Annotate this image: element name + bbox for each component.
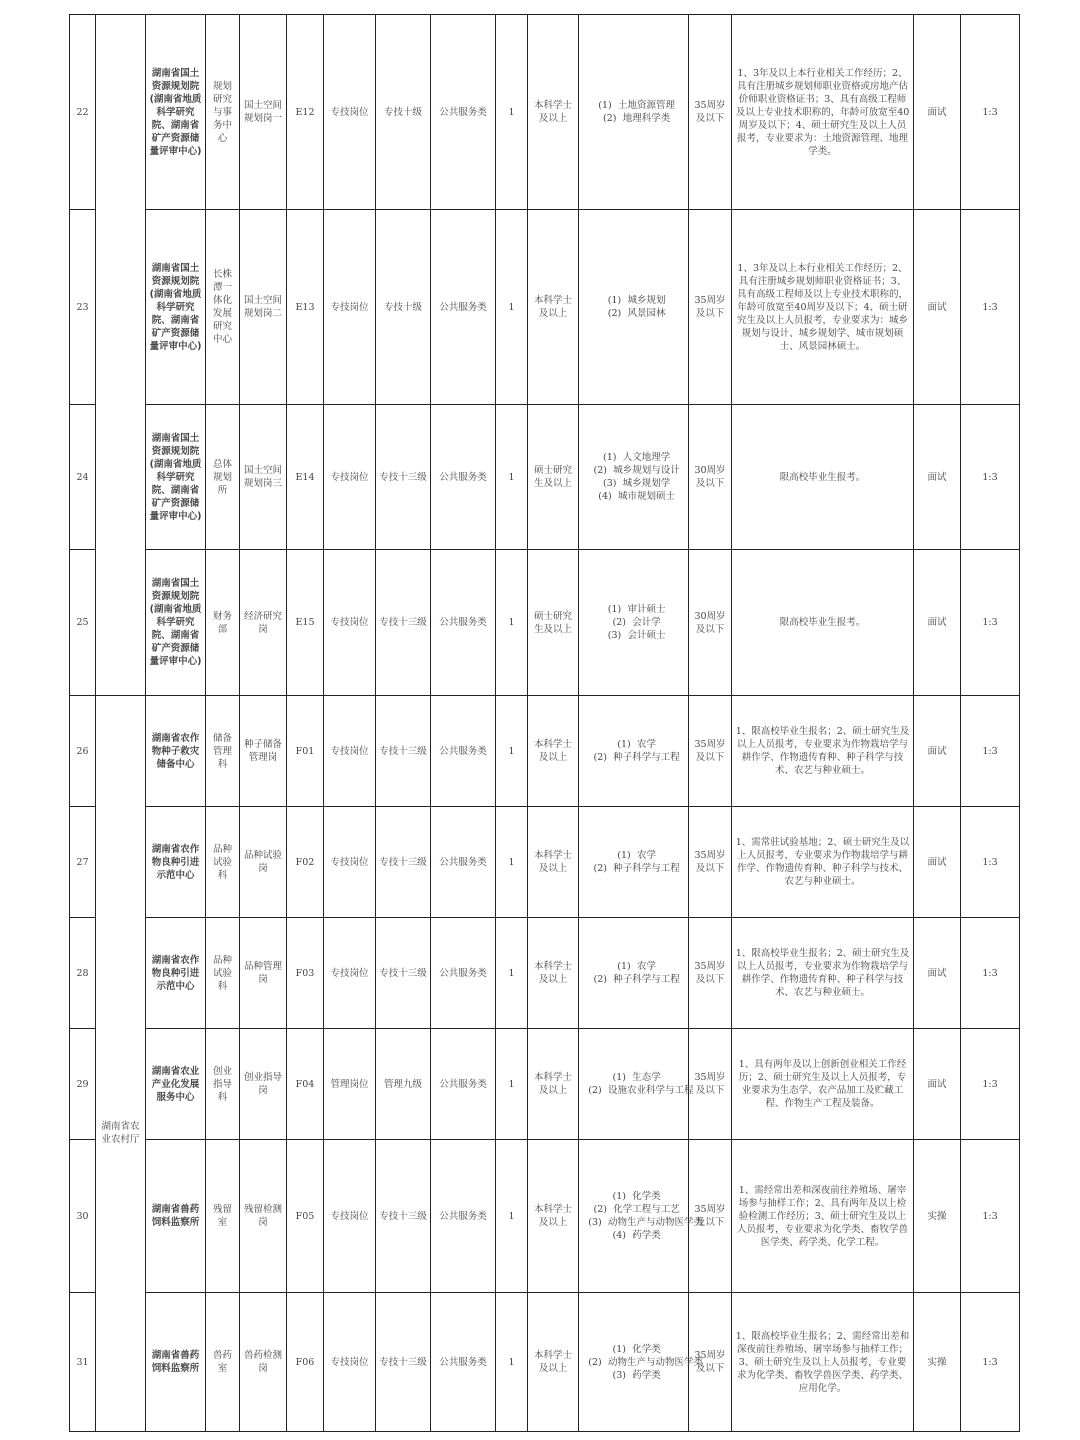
post-level: 专技十三级 xyxy=(376,1140,431,1293)
hire-count: 1 xyxy=(496,15,528,210)
table-row xyxy=(70,405,1020,550)
post-category: 公共服务类 xyxy=(431,550,496,696)
row-number: 24 xyxy=(70,405,96,550)
exam-method: 面试 xyxy=(914,210,961,405)
other-requirements: 1、限高校毕业生报名；2、硕士研究生及以上人员报考，专业要求为作物栽培学与耕作学、作物遗传育种、种子科学与技术、农艺与种业硕士。 xyxy=(732,918,914,1029)
post-level: 专技十三级 xyxy=(376,807,431,918)
post-category: 公共服务类 xyxy=(431,210,496,405)
education-requirement: 本科学士及以上 xyxy=(528,210,579,405)
post-category: 公共服务类 xyxy=(431,1029,496,1140)
major-index: (4) xyxy=(612,1230,626,1241)
interview-ratio: 1:3 xyxy=(961,696,1020,807)
major-index: (2) xyxy=(588,1085,602,1096)
major-item xyxy=(582,862,685,875)
post-level: 专技十三级 xyxy=(376,918,431,1029)
education-requirement: 本科学士及以上 xyxy=(528,696,579,807)
post-code: E15 xyxy=(287,550,324,696)
major-index: (3) xyxy=(607,630,622,641)
other-requirements: 限高校毕业生报考。 xyxy=(732,405,914,550)
major-name: 城乡规划学 xyxy=(622,478,671,489)
post-type: 专技岗位 xyxy=(324,1293,376,1432)
other-requirements: 1、需经常出差和深夜前往养殖场、屠宰场参与抽样工作；2、具有两年及以上检验检测工作经历；3、硕士研究生及以上人员报考，专业要求为化学类、畜牧学兽医学类、药学类、化学工程。 xyxy=(732,1140,914,1293)
major-item xyxy=(582,738,685,751)
education-requirement: 本科学士及以上 xyxy=(528,918,579,1029)
other-requirements: 1、具有两年及以上创新创业相关工作经历；2、硕士研究生及以上人员报考，专业要求为生态学、农产品加工及贮藏工程、作物生产工程及装备。 xyxy=(732,1029,914,1140)
major-list xyxy=(579,696,689,807)
major-name: 地理科学类 xyxy=(622,113,671,124)
hire-count: 1 xyxy=(496,1293,528,1432)
major-item xyxy=(582,1369,685,1382)
major-index: (1) xyxy=(617,961,631,972)
major-list xyxy=(579,807,689,918)
major-name: 会计学 xyxy=(632,617,661,628)
department: 残留室 xyxy=(206,1140,240,1293)
post-name: 兽药检测岗 xyxy=(240,1293,287,1432)
post-code: E13 xyxy=(287,210,324,405)
post-code: F02 xyxy=(287,807,324,918)
table-row xyxy=(70,918,1020,1029)
major-index: (1) xyxy=(607,604,622,615)
department: 品种试验科 xyxy=(206,807,240,918)
major-name: 种子科学与工程 xyxy=(613,752,680,763)
major-index: (1) xyxy=(612,1072,626,1083)
age-limit: 35周岁及以下 xyxy=(689,807,732,918)
major-item xyxy=(582,629,685,642)
major-index: (2) xyxy=(612,617,626,628)
education-requirement: 本科学士及以上 xyxy=(528,1293,579,1432)
table-row xyxy=(70,1029,1020,1140)
major-item xyxy=(582,294,685,307)
major-name: 化学工程与工艺 xyxy=(613,1204,680,1215)
interview-ratio: 1:3 xyxy=(961,1140,1020,1293)
hire-count: 1 xyxy=(496,918,528,1029)
other-requirements: 限高校毕业生报考。 xyxy=(732,550,914,696)
post-code: F01 xyxy=(287,696,324,807)
interview-ratio: 1:3 xyxy=(961,15,1020,210)
exam-method: 面试 xyxy=(914,550,961,696)
major-item xyxy=(582,464,685,477)
hire-count: 1 xyxy=(496,696,528,807)
post-name: 经济研究岗 xyxy=(240,550,287,696)
table-row xyxy=(70,210,1020,405)
post-category: 公共服务类 xyxy=(431,405,496,550)
major-name: 风景园林 xyxy=(627,308,666,319)
post-name: 种子储备管理岗 xyxy=(240,696,287,807)
post-level: 管理九级 xyxy=(376,1029,431,1140)
other-requirements: 1、3年及以上本行业相关工作经历；2、具有注册城乡规划师职业资格证书；3、具有高级工程师及以上专业技术职称的，年龄可放宽至40周岁及以下；4、硕士研究生及以上人员报考，专业要求为：城乡规划与设计、城乡规划学、城市规划硕士、风景园林硕士。 xyxy=(732,210,914,405)
major-item xyxy=(582,1071,685,1084)
major-item xyxy=(582,1216,704,1229)
age-limit: 35周岁及以下 xyxy=(689,1029,732,1140)
major-item xyxy=(582,451,685,464)
major-index: (2) xyxy=(588,1356,602,1368)
row-number: 22 xyxy=(70,15,96,210)
post-level: 专技十三级 xyxy=(376,550,431,696)
post-code: F06 xyxy=(287,1293,324,1432)
row-number: 26 xyxy=(70,696,96,807)
exam-method: 实操 xyxy=(914,1140,961,1293)
post-name: 创业指导岗 xyxy=(240,1029,287,1140)
major-name: 农学 xyxy=(636,739,656,750)
major-name: 城乡规划 xyxy=(627,295,666,306)
post-type: 专技岗位 xyxy=(324,918,376,1029)
post-category: 公共服务类 xyxy=(431,1140,496,1293)
row-number: 30 xyxy=(70,1140,96,1293)
major-index: (2) xyxy=(607,308,622,319)
major-name: 种子科学与工程 xyxy=(613,974,680,985)
table-row xyxy=(70,807,1020,918)
table-row xyxy=(70,1293,1020,1432)
post-level: 专技十三级 xyxy=(376,1293,431,1432)
education-requirement: 硕士研究生及以上 xyxy=(528,550,579,696)
major-item xyxy=(582,1203,685,1216)
major-item xyxy=(582,1229,685,1242)
major-list xyxy=(579,1140,704,1293)
post-code: F05 xyxy=(287,1140,324,1293)
department: 长株潭一体化发展研究中心 xyxy=(206,210,240,405)
post-type: 专技岗位 xyxy=(324,405,376,550)
row-number: 23 xyxy=(70,210,96,405)
hire-count: 1 xyxy=(496,550,528,696)
competent-department: 湖南省农业农村厅 xyxy=(96,696,146,1432)
interview-ratio: 1:3 xyxy=(961,1293,1020,1432)
post-type: 管理岗位 xyxy=(324,1029,376,1140)
education-requirement: 本科学士及以上 xyxy=(528,807,579,918)
interview-ratio: 1:3 xyxy=(961,210,1020,405)
age-limit: 35周岁及以下 xyxy=(689,1140,732,1293)
major-index: (2) xyxy=(593,863,607,874)
major-name: 城乡规划与设计 xyxy=(613,465,680,476)
table-row xyxy=(70,1140,1020,1293)
employer-unit: 湖南省国土资源规划院(湖南省地质科学研究院、湖南省矿产资源储量评审中心) xyxy=(146,405,206,550)
interview-ratio: 1:3 xyxy=(961,550,1020,696)
major-index: (1) xyxy=(598,100,612,111)
major-item xyxy=(582,603,685,616)
major-index: (1) xyxy=(603,452,617,463)
employer-unit: 湖南省国土资源规划院(湖南省地质科学研究院、湖南省矿产资源储量评审中心) xyxy=(146,15,206,210)
age-limit: 35周岁及以下 xyxy=(689,210,732,405)
major-name: 生态学 xyxy=(632,1072,661,1083)
major-index: (1) xyxy=(617,850,631,861)
department: 储备管理科 xyxy=(206,696,240,807)
post-category: 公共服务类 xyxy=(431,15,496,210)
major-name: 设施农业科学与工程 xyxy=(608,1085,694,1096)
major-name: 种子科学与工程 xyxy=(613,863,680,874)
major-item xyxy=(582,960,685,973)
other-requirements: 1、需常驻试验基地；2、硕士研究生及以上人员报考，专业要求为作物栽培学与耕作学、作物遗传育种、种子科学与技术、农艺与种业硕士。 xyxy=(732,807,914,918)
recruitment-table xyxy=(69,14,1020,1432)
department: 创业指导科 xyxy=(206,1029,240,1140)
major-name: 动物生产与动物医学类 xyxy=(608,1356,704,1368)
education-requirement: 本科学士及以上 xyxy=(528,1029,579,1140)
major-name: 城市规划硕士 xyxy=(617,491,675,502)
major-name: 农学 xyxy=(636,850,656,861)
table-row xyxy=(70,696,1020,807)
interview-ratio: 1:3 xyxy=(961,405,1020,550)
major-index: (2) xyxy=(593,1204,607,1215)
row-number: 25 xyxy=(70,550,96,696)
major-list xyxy=(579,405,689,550)
post-type: 专技岗位 xyxy=(324,1140,376,1293)
education-requirement: 本科学士及以上 xyxy=(528,1140,579,1293)
post-code: F03 xyxy=(287,918,324,1029)
department: 兽药室 xyxy=(206,1293,240,1432)
major-item xyxy=(582,99,685,112)
age-limit: 35周岁及以下 xyxy=(689,696,732,807)
major-index: (1) xyxy=(612,1343,626,1355)
hire-count: 1 xyxy=(496,1140,528,1293)
age-limit: 35周岁及以下 xyxy=(689,15,732,210)
major-item xyxy=(582,849,685,862)
post-name: 国土空间规划岗三 xyxy=(240,405,287,550)
department: 品种试验科 xyxy=(206,918,240,1029)
post-type: 专技岗位 xyxy=(324,15,376,210)
post-name: 国土空间规划岗二 xyxy=(240,210,287,405)
major-item xyxy=(582,477,685,490)
post-level: 专技十级 xyxy=(376,210,431,405)
department: 财务部 xyxy=(206,550,240,696)
post-level: 专技十三级 xyxy=(376,696,431,807)
interview-ratio: 1:3 xyxy=(961,807,1020,918)
other-requirements: 1、限高校毕业生报名；2、需经常出差和深夜前往养殖场、屠宰场参与抽样工作；3、硕士研究生及以上人员报考，专业要求为化学类、畜牧学兽医学类、药学类、应用化学。 xyxy=(732,1293,914,1432)
post-name: 残留检测岗 xyxy=(240,1140,287,1293)
table-row xyxy=(70,15,1020,210)
interview-ratio: 1:3 xyxy=(961,918,1020,1029)
post-code: E14 xyxy=(287,405,324,550)
employer-unit: 湖南省农作物良种引进示范中心 xyxy=(146,918,206,1029)
major-index: (1) xyxy=(607,295,622,306)
age-limit: 35周岁及以下 xyxy=(689,918,732,1029)
interview-ratio: 1:3 xyxy=(961,1029,1020,1140)
education-requirement: 硕士研究生及以上 xyxy=(528,405,579,550)
age-limit: 35周岁及以下 xyxy=(689,1293,732,1432)
employer-unit: 湖南省农作物种子救灾储备中心 xyxy=(146,696,206,807)
hire-count: 1 xyxy=(496,807,528,918)
exam-method: 面试 xyxy=(914,405,961,550)
employer-unit: 湖南省兽药饲料监察所 xyxy=(146,1293,206,1432)
major-item xyxy=(582,1190,685,1203)
post-type: 专技岗位 xyxy=(324,807,376,918)
age-limit: 30周岁及以下 xyxy=(689,550,732,696)
exam-method: 面试 xyxy=(914,1029,961,1140)
major-index: (2) xyxy=(593,752,607,763)
post-category: 公共服务类 xyxy=(431,918,496,1029)
employer-unit: 湖南省农作物良种引进示范中心 xyxy=(146,807,206,918)
hire-count: 1 xyxy=(496,1029,528,1140)
employer-unit: 湖南省国土资源规划院(湖南省地质科学研究院、湖南省矿产资源储量评审中心) xyxy=(146,210,206,405)
hire-count: 1 xyxy=(496,405,528,550)
exam-method: 面试 xyxy=(914,807,961,918)
post-type: 专技岗位 xyxy=(324,696,376,807)
major-name: 化学类 xyxy=(632,1343,661,1355)
other-requirements: 1、限高校毕业生报名；2、硕士研究生及以上人员报考，专业要求为作物栽培学与耕作学、作物遗传育种、种子科学与技术、农艺与种业硕士。 xyxy=(732,696,914,807)
employer-unit: 湖南省兽药饲料监察所 xyxy=(146,1140,206,1293)
major-item xyxy=(582,616,685,629)
major-name: 审计硕士 xyxy=(627,604,666,615)
major-index: (1) xyxy=(612,1191,626,1202)
table-row xyxy=(70,550,1020,696)
major-name: 农学 xyxy=(636,961,656,972)
employer-unit: 湖南省农业产业化发展服务中心 xyxy=(146,1029,206,1140)
major-index: (3) xyxy=(603,478,617,489)
major-item xyxy=(582,490,685,503)
major-list xyxy=(579,918,689,1029)
post-category: 公共服务类 xyxy=(431,696,496,807)
post-level: 专技十三级 xyxy=(376,405,431,550)
major-name: 药学类 xyxy=(632,1369,661,1381)
department: 规划研究与事务中心 xyxy=(206,15,240,210)
row-number: 27 xyxy=(70,807,96,918)
major-list xyxy=(579,1029,694,1140)
major-list xyxy=(579,210,689,405)
major-index: (3) xyxy=(588,1217,602,1228)
post-type: 专技岗位 xyxy=(324,210,376,405)
exam-method: 面试 xyxy=(914,696,961,807)
major-index: (2) xyxy=(593,465,607,476)
post-code: E12 xyxy=(287,15,324,210)
major-item xyxy=(582,973,685,986)
post-name: 品种试验岗 xyxy=(240,807,287,918)
major-name: 人文地理学 xyxy=(622,452,671,463)
major-list xyxy=(579,15,689,210)
post-name: 品种管理岗 xyxy=(240,918,287,1029)
row-number: 29 xyxy=(70,1029,96,1140)
exam-method: 面试 xyxy=(914,15,961,210)
education-requirement: 本科学士及以上 xyxy=(528,15,579,210)
employer-unit: 湖南省国土资源规划院(湖南省地质科学研究院、湖南省矿产资源储量评审中心) xyxy=(146,550,206,696)
major-name: 药学类 xyxy=(632,1230,661,1241)
major-item xyxy=(582,1356,704,1369)
major-item xyxy=(582,112,685,125)
age-limit: 30周岁及以下 xyxy=(689,405,732,550)
major-index: (1) xyxy=(617,739,631,750)
exam-method: 面试 xyxy=(914,918,961,1029)
major-item xyxy=(582,1343,685,1356)
post-name: 国土空间规划岗一 xyxy=(240,15,287,210)
major-index: (2) xyxy=(603,113,617,124)
major-item xyxy=(582,307,685,320)
major-index: (2) xyxy=(593,974,607,985)
major-item xyxy=(582,751,685,764)
major-name: 化学类 xyxy=(632,1191,661,1202)
competent-department xyxy=(96,15,146,696)
major-name: 会计硕士 xyxy=(627,630,666,641)
major-name: 土地资源管理 xyxy=(617,100,675,111)
post-category: 公共服务类 xyxy=(431,807,496,918)
row-number: 31 xyxy=(70,1293,96,1432)
post-code: F04 xyxy=(287,1029,324,1140)
exam-method: 实操 xyxy=(914,1293,961,1432)
other-requirements: 1、3年及以上本行业相关工作经历；2、具有注册城乡规划师职业资格或房地产估价师职业资格证书；3、具有高级工程师及以上专业技术职称的，年龄可放宽至40周岁及以下；4、硕士研究生及以上人员报考，专业要求为：土地资源管理、地理学类。 xyxy=(732,15,914,210)
major-index: (4) xyxy=(598,491,612,502)
major-index: (3) xyxy=(612,1369,626,1381)
post-category: 公共服务类 xyxy=(431,1293,496,1432)
row-number: 28 xyxy=(70,918,96,1029)
major-name: 动物生产与动物医学类 xyxy=(608,1217,704,1228)
major-list xyxy=(579,1293,704,1432)
post-level: 专技十级 xyxy=(376,15,431,210)
hire-count: 1 xyxy=(496,210,528,405)
major-item xyxy=(582,1084,694,1097)
major-list xyxy=(579,550,689,696)
post-type: 专技岗位 xyxy=(324,550,376,696)
department: 总体规划所 xyxy=(206,405,240,550)
